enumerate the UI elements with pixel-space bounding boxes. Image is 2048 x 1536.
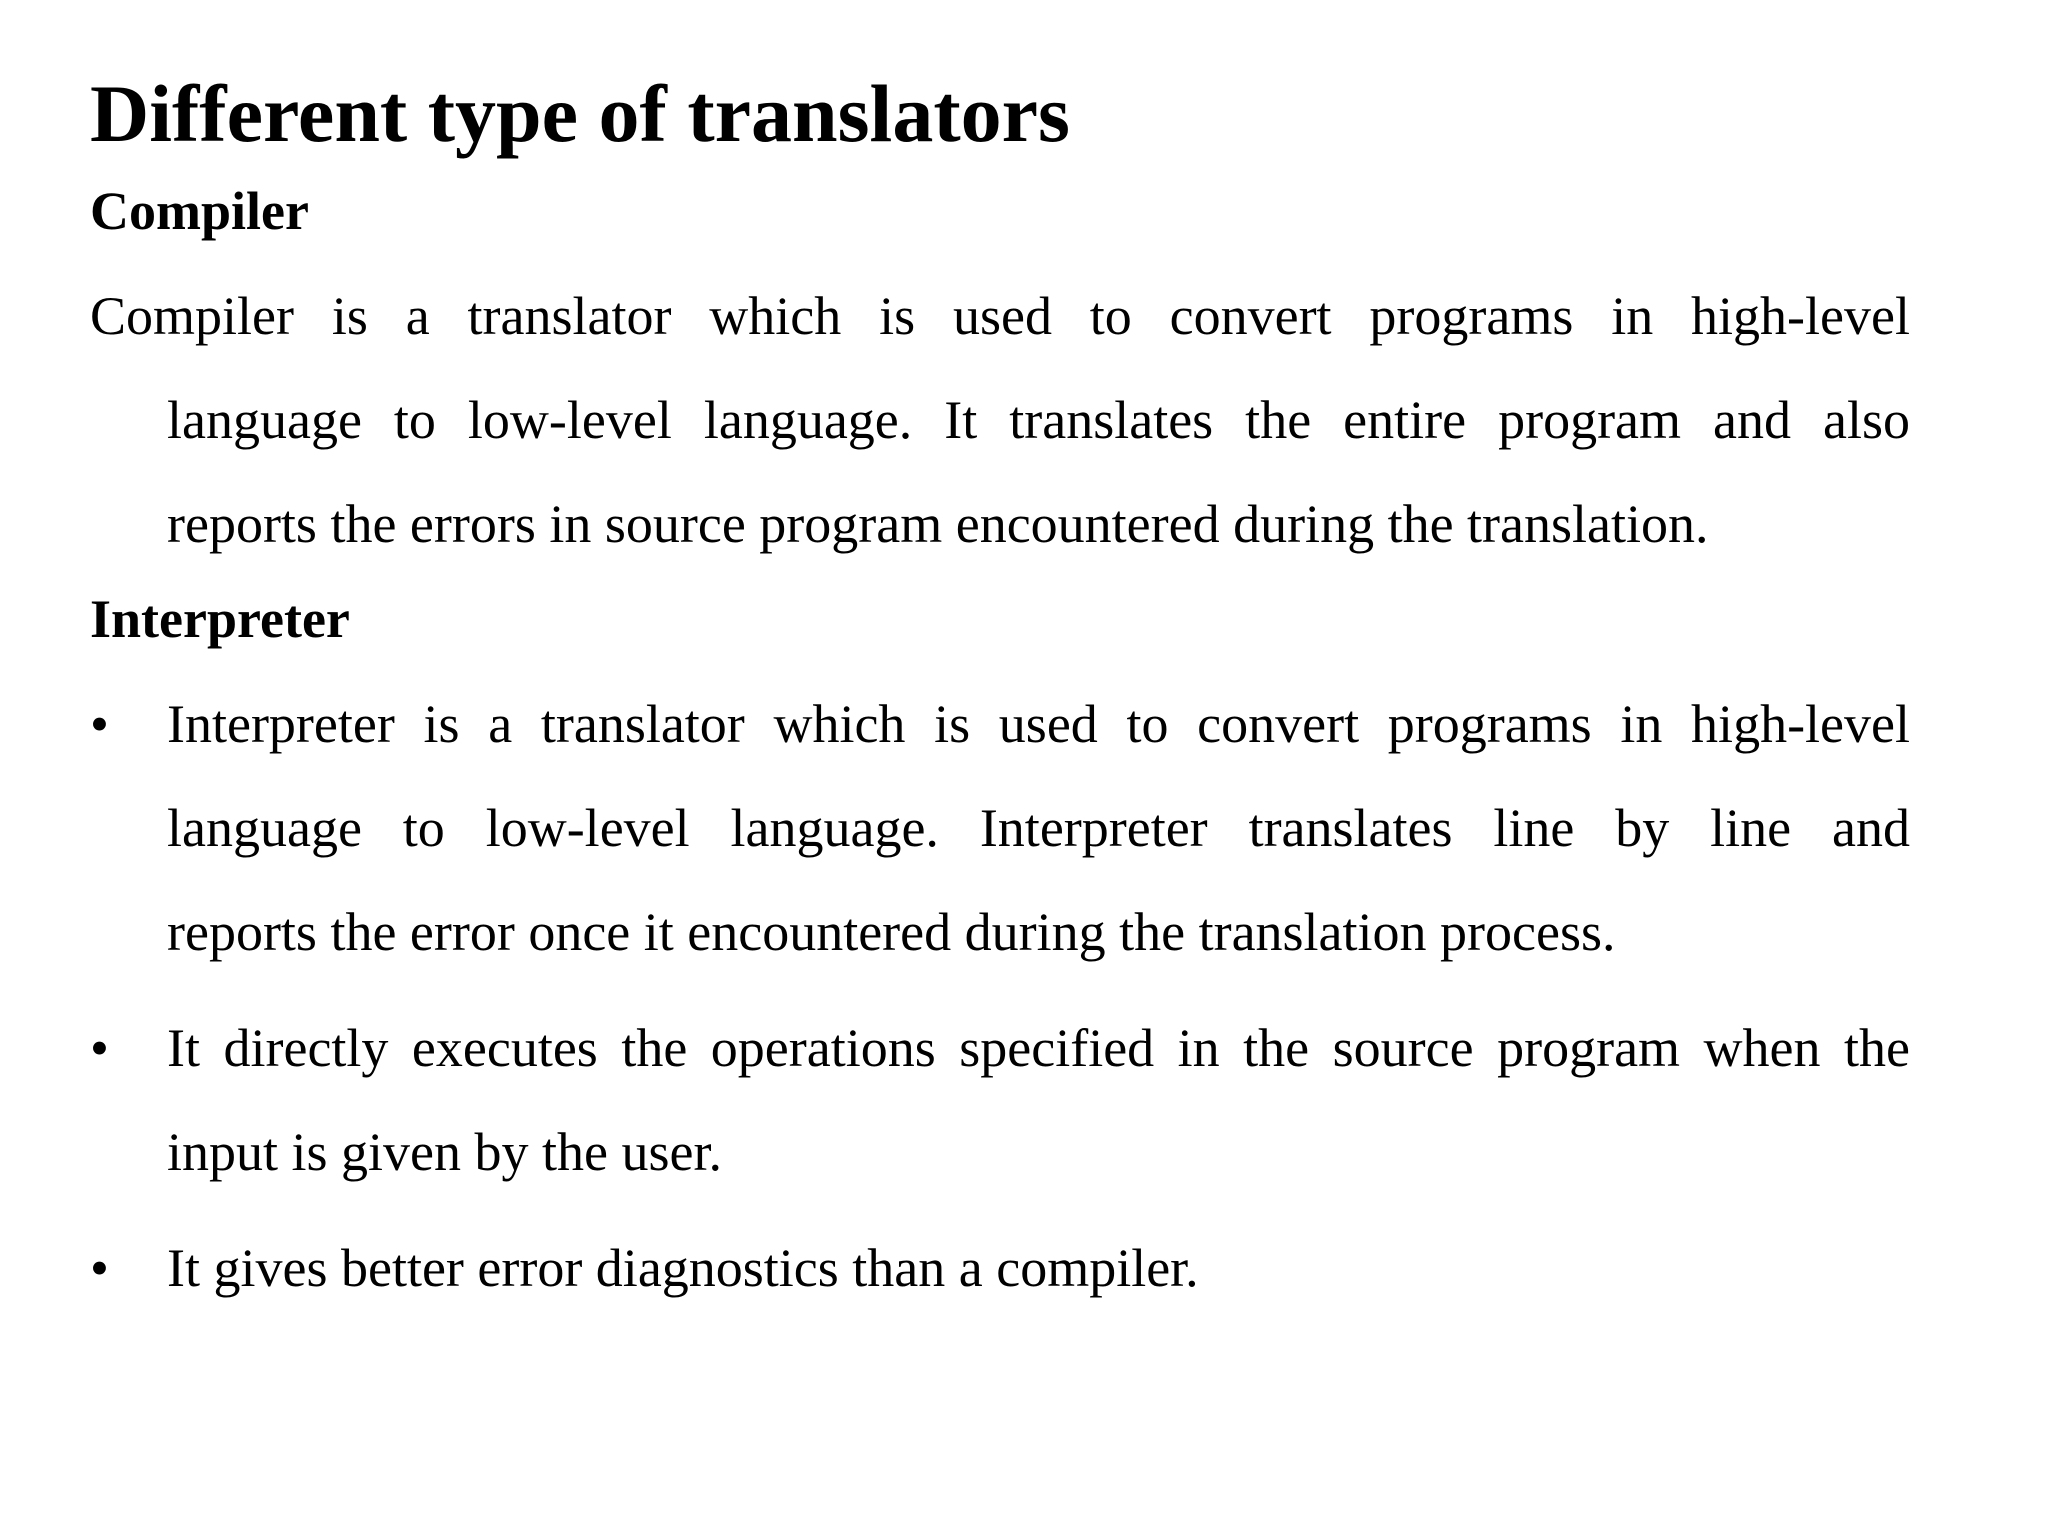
bullet-line: language to low-level language. Interpreter translates line by line and bbox=[167, 798, 1910, 858]
interpreter-bullet-item bbox=[90, 1216, 1910, 1320]
compiler-line: reports the errors in source program encountered during the translation. bbox=[167, 494, 1709, 554]
compiler-heading: Compiler bbox=[90, 181, 309, 241]
compiler-line: Compiler is a translator which is used to convert programs in high-level bbox=[90, 286, 1910, 346]
bullet-text bbox=[167, 672, 1910, 984]
bullet-text bbox=[167, 996, 1910, 1204]
bullet-icon: • bbox=[90, 694, 109, 754]
bullet-line: It gives better error diagnostics than a compiler. bbox=[167, 1238, 1199, 1298]
interpreter-bullet-item bbox=[90, 672, 1910, 984]
interpreter-heading: Interpreter bbox=[90, 589, 350, 649]
interpreter-bullet-item bbox=[90, 996, 1910, 1204]
compiler-line: language to low-level language. It translates the entire program and also bbox=[167, 390, 1910, 450]
bullet-icon: • bbox=[90, 1238, 109, 1298]
bullet-line: It directly executes the operations specified in the source program when the bbox=[167, 1018, 1910, 1078]
bullet-line: input is given by the user. bbox=[167, 1122, 722, 1182]
bullet-line: Interpreter is a translator which is used to convert programs in high-level bbox=[167, 694, 1910, 754]
bullet-line: reports the error once it encountered during the translation process. bbox=[167, 902, 1616, 962]
slide-title: Different type of translators bbox=[90, 68, 1070, 159]
bullet-icon: • bbox=[90, 1018, 109, 1078]
bullet-text bbox=[167, 1216, 1910, 1320]
compiler-paragraph bbox=[90, 264, 1910, 576]
